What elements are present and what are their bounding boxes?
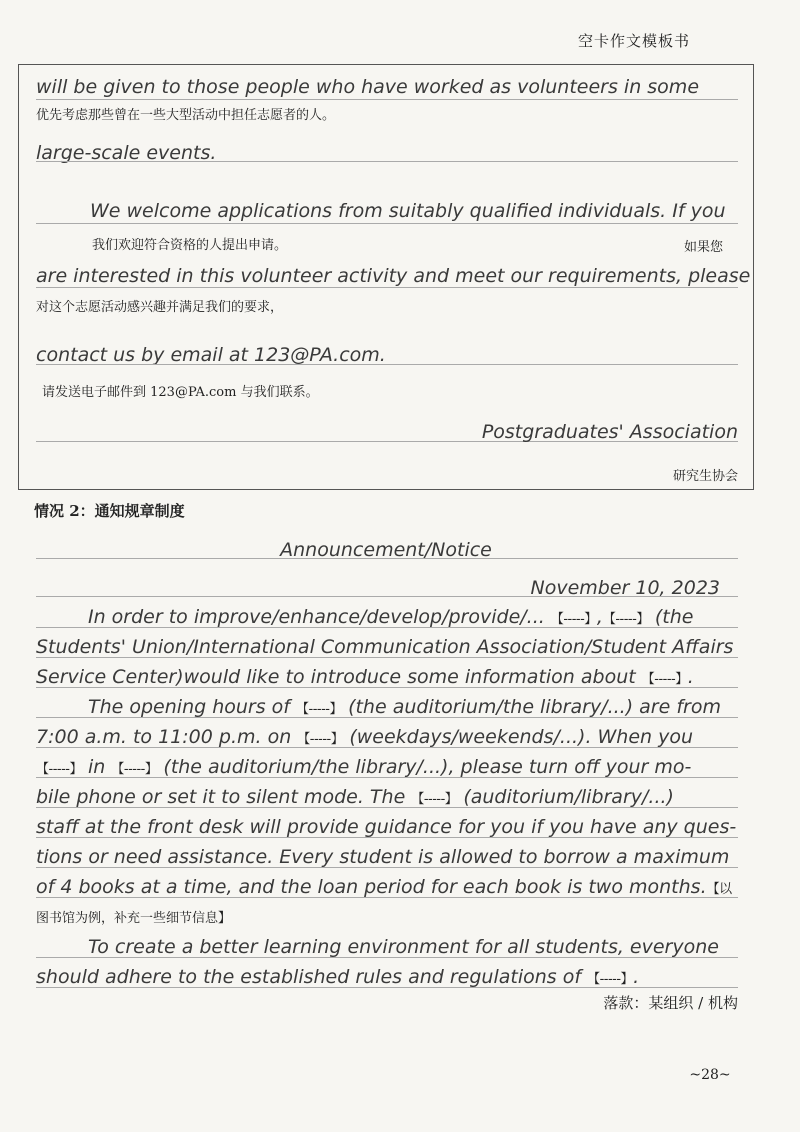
- ruled-line: [36, 99, 738, 100]
- fill-blank: 【-----】: [111, 762, 158, 777]
- box-line-2: large-scale events.: [36, 142, 217, 164]
- ruled-line: [36, 161, 738, 162]
- fill-blank: 【-----】: [296, 702, 343, 717]
- book-title: 空卡作文模板书: [577, 32, 690, 50]
- p2-line-4: bile phone or set it to silent mode. The 【-----】 (auditorium/library/...): [36, 786, 674, 808]
- ruled-line: [36, 987, 738, 988]
- ruled-line: [36, 957, 738, 958]
- ruled-line: [36, 657, 738, 658]
- ruled-line: [36, 807, 738, 808]
- box-translation-3: 我们欢迎符合资格的人提出申请。: [92, 238, 288, 253]
- ruled-line: [36, 897, 738, 898]
- box-line-3: We welcome applications from suitably qualified individuals. If you: [90, 200, 726, 222]
- ruled-line: [36, 596, 738, 597]
- p3-line-2: should adhere to the established rules and regulations of 【-----】.: [36, 966, 640, 988]
- box-line-1: will be given to those people who have worked as volunteers in some: [36, 76, 700, 98]
- ruled-line: [36, 223, 738, 224]
- page-number: ~28~: [689, 1067, 731, 1083]
- box-line-5: contact us by email at 123@PA.com.: [36, 344, 386, 366]
- p2-line-2: 7:00 a.m. to 11:00 p.m. on 【-----】 (weekdays/weekends/...). When you: [36, 726, 694, 748]
- ruled-line: [36, 287, 738, 288]
- notice-title: Announcement/Notice: [280, 539, 492, 561]
- fill-blank: 【-----】: [641, 672, 688, 687]
- ruled-line: [36, 777, 738, 778]
- p1-line-2: Students' Union/International Communication Association/Student Affairs: [36, 636, 734, 658]
- ruled-line: [36, 717, 738, 718]
- p2-note: 图书馆为例，补充一些细节信息】: [36, 911, 232, 926]
- box-line-4: are interested in this volunteer activity and meet our requirements, please: [36, 265, 751, 287]
- box-signature-translation: 研究生协会: [672, 469, 738, 484]
- ruled-line: [36, 364, 738, 365]
- p2-line-3: 【-----】 in 【-----】 (the auditorium/the library/...), please turn off your mo-: [36, 756, 692, 778]
- p2-line-7: of 4 books at a time, and the loan period for each book is two months.【以: [36, 876, 732, 898]
- p1-line-3: Service Center)would like to introduce some information about 【-----】.: [36, 666, 694, 688]
- fill-blank: 【-----】: [602, 612, 649, 627]
- fill-blank: 【-----】: [411, 792, 458, 807]
- ruled-line: [36, 867, 738, 868]
- fill-blank: 【-----】: [297, 732, 344, 747]
- p2-line-6: tions or need assistance. Every student is allowed to borrow a maximum: [36, 846, 730, 868]
- fill-blank: 【-----】: [36, 762, 82, 777]
- box-translation-5: 请发送电子邮件到 123@PA.com 与我们联系。: [42, 385, 319, 400]
- notice-signature: 落款：某组织 / 机构: [603, 994, 738, 1012]
- ruled-line: [36, 747, 738, 748]
- p2-line-5: staff at the front desk will provide guidance for you if you have any ques-: [36, 816, 737, 838]
- fill-blank: 【-----】: [587, 972, 634, 987]
- p1-line-1: In order to improve/enhance/develop/provide/... 【-----】,【-----】 (the: [88, 606, 694, 628]
- p3-line-1: To create a better learning environment for all students, everyone: [88, 936, 719, 958]
- box-signature: Postgraduates' Association: [481, 421, 738, 443]
- ruled-line: [36, 627, 738, 628]
- ruled-line: [36, 558, 738, 559]
- box-translation-1: 优先考虑那些曾在一些大型活动中担任志愿者的人。: [36, 108, 336, 123]
- ruled-line: [36, 837, 738, 838]
- p2-line-1: The opening hours of 【-----】 (the auditorium/the library/...) are from: [88, 696, 721, 718]
- box-translation-3-right: 如果您: [684, 240, 724, 255]
- box-translation-4: 对这个志愿活动感兴趣并满足我们的要求，: [36, 300, 284, 315]
- fill-blank: 【-----】: [550, 612, 597, 627]
- section-heading: 情况 2：通知规章制度: [34, 502, 185, 520]
- ruled-line: [36, 687, 738, 688]
- notice-date: November 10, 2023: [530, 577, 720, 599]
